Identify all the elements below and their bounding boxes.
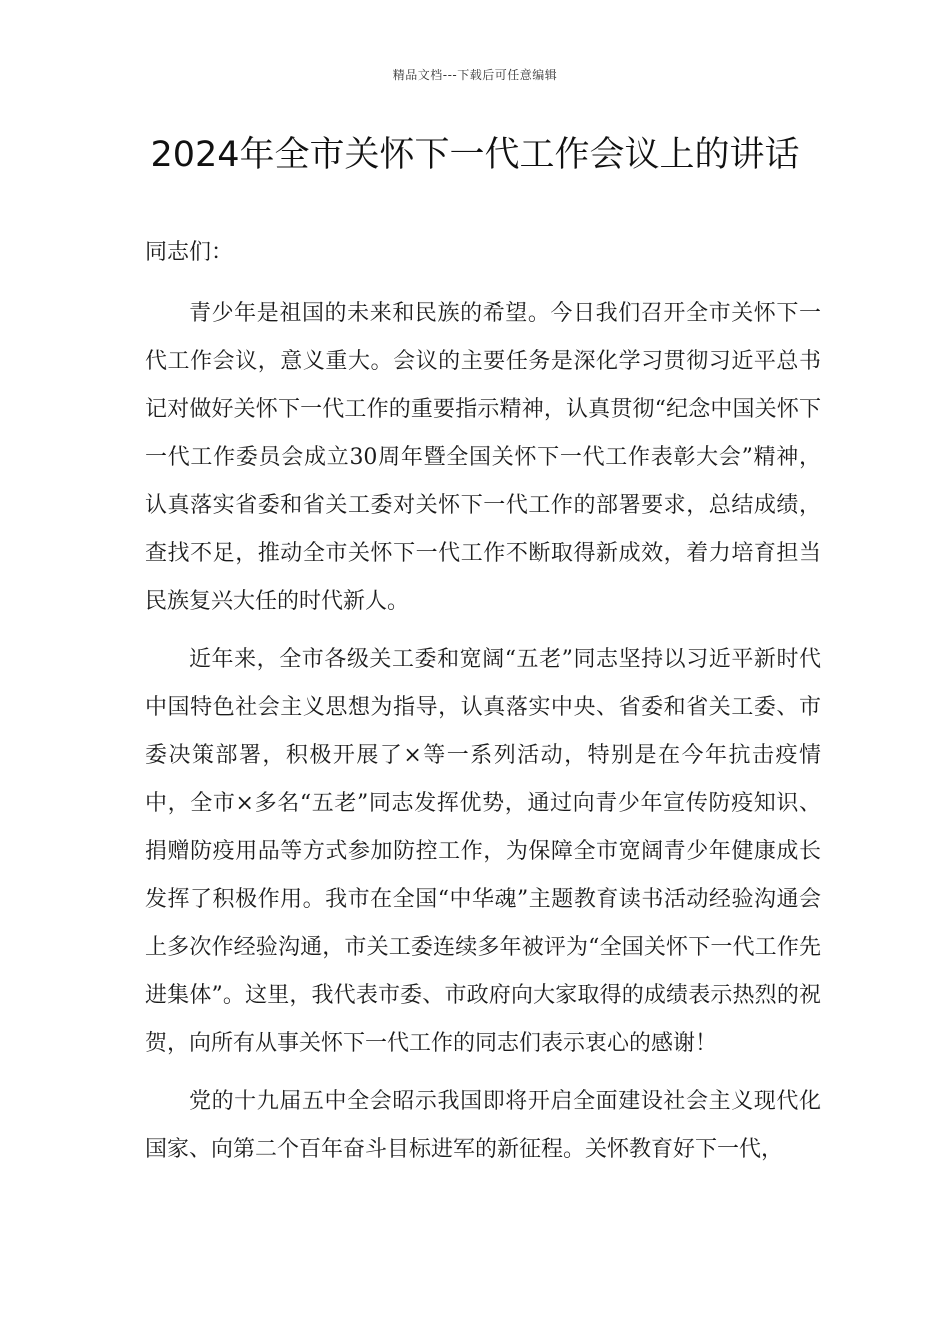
document-title: 2024年全市关怀下一代工作会议上的讲话 <box>150 135 800 175</box>
paragraph-3: 党的十九届五中全会昭示我国即将开启全面建设社会主义现代化国家、向第二个百年奋斗目标进军的新征程。关怀教育好下一代， <box>145 1089 821 1162</box>
salutation: 同志们： <box>145 240 234 265</box>
document-body <box>145 238 821 1180</box>
paragraph-2: 近年来，全市各级关工委和宽阔“五老”同志坚持以习近平新时代中国特色社会主义思想为指导，认真落实中央、省委和省关工委、市委决策部署，积极开展了×等一系列活动，特别是在今年抗击疫情中，全市×多名“五老”同志发挥优势，通过向青少年宣传防疫知识、捐赠防疫用品等方式参加防控工作，为保障全市宽阔青少年健康成长发挥了积极作用。我市在全国“中华魂”主题教育读书活动经验沟通会上多次作经验沟通，市关工委连续多年被评为“全国关怀下一代工作先进集体”。这里，我代表市委、市政府向大家取得的成绩表示热烈的祝贺，向所有从事关怀下一代工作的同志们表示衷心的感谢！ <box>145 647 821 1056</box>
header-note: 精品文档---下载后可任意编辑 <box>392 68 558 82</box>
paragraph-1: 青少年是祖国的未来和民族的希望。今日我们召开全市关怀下一代工作会议，意义重大。会议的主要任务是深化学习贯彻习近平总书记对做好关怀下一代工作的重要指示精神，认真贯彻“纪念中国关怀下一代工作委员会成立30周年暨全国关怀下一代工作表彰大会”精神，认真落实省委和省关工委对关怀下一代工作的部署要求，总结成绩，查找不足，推动全市关怀下一代工作不断取得新成效，着力培育担当民族复兴大任的时代新人。 <box>145 301 821 614</box>
